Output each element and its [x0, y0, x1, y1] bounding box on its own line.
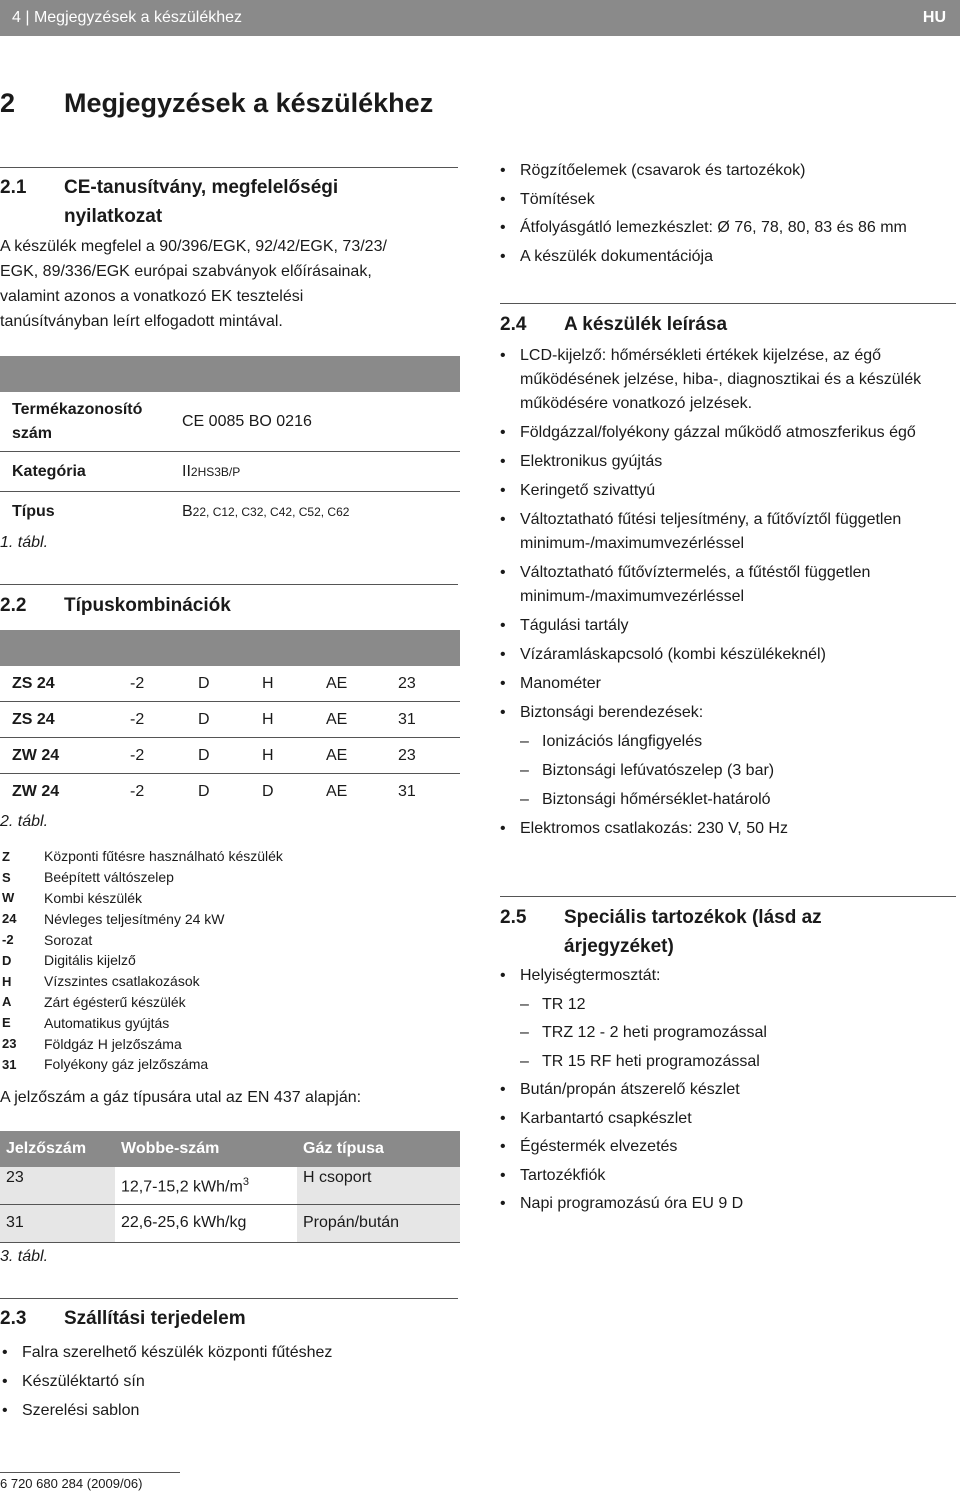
product-id-table — [0, 356, 460, 532]
gas-type-table — [0, 1131, 460, 1243]
list-item: • Égéstermék elvezetés — [498, 1135, 938, 1159]
table-header-row — [0, 1131, 460, 1167]
legend-key: D — [2, 952, 12, 968]
legend-key: 24 — [2, 911, 17, 927]
row-label: Termékazonosító szám — [12, 400, 143, 442]
legend-value: Vízszintes csatlakozások — [44, 973, 200, 990]
legend-key: 31 — [2, 1056, 17, 1072]
row-label: Kategória — [12, 462, 86, 480]
table-row — [0, 774, 460, 810]
legend-value: Földgáz H jelzőszáma — [44, 1035, 182, 1052]
table-cell: 23 — [398, 674, 416, 692]
value-subscript: 2HS3B/P — [190, 464, 241, 479]
legend-key: S — [2, 869, 11, 885]
page-title — [0, 88, 433, 119]
language-code: HU — [922, 9, 946, 26]
ce-paragraph — [0, 234, 460, 334]
device-description-list — [498, 344, 938, 846]
table-row — [0, 492, 460, 532]
sub-list-item: – TRZ 12 - 2 heti programozással — [498, 1021, 938, 1045]
accessories-list — [498, 964, 938, 1221]
table-cell: 22,6-25,6 kWh/kg — [121, 1214, 247, 1231]
list-item: • LCD-kijelző: hőmérsékleti értékek kijelzése, az égő működésének jelzése, hiba-, diagnosztikai és a készülék működésére vonatkozó jelzések. — [498, 344, 938, 416]
sub-list-item: – TR 15 RF heti programozással — [498, 1050, 938, 1074]
section-rule — [0, 584, 458, 585]
table-cell: 31 — [398, 783, 416, 800]
paragraph-line: A készülék megfelel a 90/396/EGK, 92/42/EGK, 73/23/ — [0, 238, 387, 255]
table-header-bar — [0, 356, 460, 392]
table-caption: 2. tábl. — [0, 813, 49, 830]
delivery-list — [0, 1338, 460, 1425]
legend-item — [0, 888, 460, 909]
sub-list-item: – Biztonsági hőmérséklet-határoló — [498, 788, 938, 812]
chapter-number: 2 — [0, 88, 16, 118]
table-row — [0, 392, 460, 452]
wobbe-value: 12,7-15,2 kWh/m — [121, 1178, 243, 1196]
section-rule — [500, 303, 956, 304]
legend-item — [0, 1033, 460, 1054]
section-rule — [0, 1298, 458, 1299]
list-item: • A készülék dokumentációja — [498, 243, 960, 272]
document-number: 6 720 680 284 (2009/06) — [0, 1476, 143, 1491]
legend-value: Beépített váltószelep — [44, 869, 174, 886]
legend-item — [0, 1054, 460, 1075]
section-title-line: Speciális tartozékok (lásd az — [564, 907, 822, 928]
table-caption: 3. tábl. — [0, 1248, 49, 1265]
paragraph-line: tanúsítványban leírt elfogadott mintával. — [0, 313, 283, 330]
section-title-line: árjegyzéket) — [564, 936, 674, 957]
list-item: • Változtatható fűtési teljesítmény, a fűtővíztől független minimum-/maximumvezérléssel — [498, 508, 938, 556]
list-item: • Falra szerelhető készülék központi fűtéshez — [0, 1338, 460, 1367]
table-cell: H csoport — [297, 1167, 460, 1204]
table-cell: -2 — [130, 746, 145, 764]
table-cell: AE — [326, 783, 348, 800]
table-row — [0, 666, 460, 702]
table-cell: AE — [326, 710, 348, 728]
value-main: B — [182, 503, 193, 520]
sub-list-item: – Biztonsági lefúvatószelep (3 bar) — [498, 759, 938, 783]
table-cell: H — [262, 746, 274, 764]
table-caption: 1. tábl. — [0, 534, 49, 551]
section-number: 2.2 — [0, 595, 27, 616]
section-title: Szállítási terjedelem — [64, 1308, 246, 1329]
legend-item — [0, 908, 460, 929]
table-cell: D — [198, 674, 210, 692]
legend-item — [0, 992, 460, 1013]
section-rule — [500, 896, 956, 897]
paragraph-line: EGK, 89/336/EGK európai szabványok előírásainak, — [0, 263, 372, 280]
list-item: • Változtatható fűtővíztermelés, a fűtéstől független minimum-/maximumvezérléssel — [498, 561, 938, 609]
table-cell: -2 — [130, 710, 145, 728]
list-item: • Elektromos csatlakozás: 230 V, 50 Hz — [498, 817, 938, 841]
paragraph-line: valamint azonos a vonatkozó EK tesztelési — [0, 288, 304, 305]
legend-key: 23 — [2, 1036, 17, 1052]
table-cell: ZS 24 — [12, 674, 55, 692]
table-cell: AE — [326, 674, 348, 692]
column-header: Jelzőszám — [6, 1140, 87, 1157]
table-cell: -2 — [130, 674, 145, 692]
legend-item — [0, 929, 460, 950]
table-cell: H — [262, 674, 274, 692]
table-cell: -2 — [130, 783, 145, 800]
table-header-bar — [0, 630, 460, 666]
legend-value: Digitális kijelző — [44, 952, 136, 969]
table-cell: D — [198, 783, 210, 800]
legend-key: W — [2, 890, 15, 906]
legend-key: -2 — [2, 932, 14, 948]
unit-superscript: 3 — [242, 1176, 249, 1188]
list-item: • Rögzítőelemek (csavarok és tartozékok) — [498, 157, 960, 186]
legend-key: E — [2, 1015, 11, 1031]
table-cell: 31 — [398, 710, 416, 728]
section-title: Típuskombinációk — [64, 595, 231, 616]
legend-key: Z — [2, 848, 10, 864]
table-cell: ZW 24 — [12, 783, 60, 800]
list-item: • Napi programozású óra EU 9 D — [498, 1192, 938, 1216]
legend-value: Sorozat — [44, 931, 93, 948]
list-item: • Készüléktartó sín — [0, 1367, 460, 1396]
section-heading-2-4 — [500, 310, 727, 339]
row-value — [170, 492, 460, 532]
table-row — [0, 702, 460, 738]
row-label: Típus — [12, 503, 55, 520]
page-label: 4 | Megjegyzések a készülékhez — [12, 9, 243, 26]
table-cell: 23 — [0, 1167, 115, 1204]
value-subscript: 22, C12, C32, C42, C52, C62 — [192, 505, 350, 519]
section-number: 2.5 — [500, 907, 527, 928]
row-value — [170, 452, 460, 491]
list-item: • Elektronikus gyújtás — [498, 450, 938, 474]
delivery-list-continued — [498, 157, 960, 271]
list-item: • Földgázzal/folyékony gázzal működő atmoszferikus égő — [498, 421, 938, 445]
legend-value: Központi fűtésre használható készülék — [44, 848, 283, 865]
legend-value: Névleges teljesítmény 24 kW — [44, 910, 225, 927]
gas-intro-text: A jelzőszám a gáz típusára utal az EN 437 alapján: — [0, 1089, 362, 1106]
list-item: • Bután/propán átszerelő készlet — [498, 1078, 938, 1102]
list-item: • Karbantartó csapkészlet — [498, 1107, 938, 1131]
section-number: 2.1 — [0, 177, 27, 198]
section-number: 2.4 — [500, 314, 527, 335]
table-row — [0, 1167, 460, 1205]
table-cell: D — [262, 783, 274, 800]
column-header: Gáz típusa — [303, 1140, 384, 1157]
list-item: • Keringető szivattyú — [498, 479, 938, 503]
row-value: CE 0085 BO 0216 — [182, 412, 312, 430]
section-heading-2-2 — [0, 591, 231, 620]
table-cell — [115, 1167, 297, 1204]
section-title-line: CE-tanusítvány, megfelelőségi — [64, 177, 339, 198]
value-main: II — [182, 462, 191, 480]
section-heading-2-1 — [0, 173, 338, 231]
section-number: 2.3 — [0, 1308, 27, 1329]
legend-value: Kombi készülék — [44, 889, 143, 906]
section-heading-2-3 — [0, 1304, 246, 1333]
legend-value: Folyékony gáz jelzőszáma — [44, 1056, 209, 1073]
table-cell: H — [262, 710, 274, 728]
legend-value: Zárt égésterű készülék — [44, 993, 186, 1010]
legend-item — [0, 950, 460, 971]
sub-list-item: – Ionizációs lángfigyelés — [498, 730, 938, 754]
list-item: • Szerelési sablon — [0, 1396, 460, 1425]
footer-rule — [0, 1472, 180, 1473]
type-combination-table — [0, 630, 460, 810]
legend-value: Automatikus gyújtás — [44, 1014, 170, 1031]
column-header: Wobbe-szám — [121, 1140, 220, 1157]
list-item: • Átfolyásgátló lemezkészlet: Ø 76, 78, 80, 83 és 86 mm — [498, 214, 960, 243]
table-cell: ZW 24 — [12, 746, 60, 764]
table-cell: Propán/bután — [297, 1205, 460, 1242]
section-title: A készülék leírása — [564, 314, 728, 335]
table-cell: D — [198, 710, 210, 728]
legend-item — [0, 867, 460, 888]
legend-key: H — [2, 973, 12, 989]
table-cell: 31 — [0, 1205, 115, 1242]
table-row — [0, 452, 460, 492]
table-cell: 23 — [398, 746, 416, 764]
table-cell: D — [198, 746, 210, 764]
table-cell: ZS 24 — [12, 710, 55, 728]
page-header — [0, 0, 960, 36]
list-item: • Biztonsági berendezések: — [498, 701, 938, 725]
list-item: • Helyiségtermosztát: — [498, 964, 938, 988]
legend-key: A — [2, 994, 12, 1010]
legend-item — [0, 971, 460, 992]
sub-list-item: – TR 12 — [498, 993, 938, 1017]
section-rule — [0, 167, 458, 168]
table-cell: AE — [326, 746, 348, 764]
table-row — [0, 1205, 460, 1243]
type-code-legend — [0, 846, 460, 1075]
chapter-title: Megjegyzések a készülékhez — [64, 88, 434, 118]
section-heading-2-5 — [500, 903, 822, 961]
section-title-line: nyilatkozat — [64, 206, 163, 227]
legend-item — [0, 1012, 460, 1033]
list-item: • Tartozékfiók — [498, 1164, 938, 1188]
list-item: • Vízáramláskapcsoló (kombi készülékeknél) — [498, 643, 938, 667]
list-item: • Manométer — [498, 672, 938, 696]
list-item: • Tágulási tartály — [498, 614, 938, 638]
list-item: • Tömítések — [498, 186, 960, 215]
legend-item — [0, 846, 460, 867]
table-row — [0, 738, 460, 774]
